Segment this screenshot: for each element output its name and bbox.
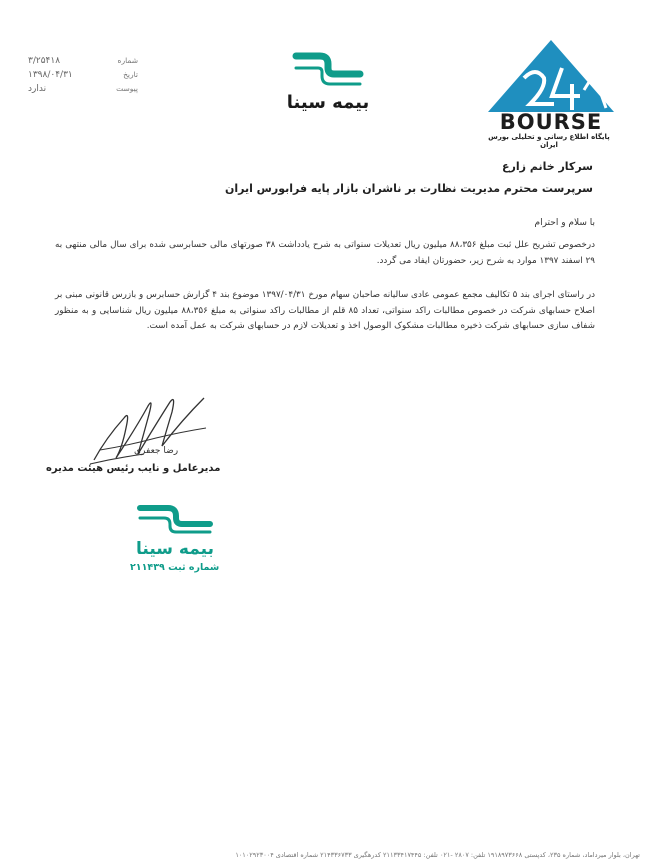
reference-date-value: ۱۳۹۸/۰۴/۳۱ [28,70,73,80]
body-paragraph-1: درخصوص تشریح علل ثبت مبلغ ۸۸،۳۵۶ میلیون ریال تعدیلات سنواتی به شرح یادداشت ۳۸ صورتهای مالی حسابرسی شده برای سال مالی منتهی به ۲۹ اسفند ۱۳۹۷ موارد به شرح زیر، حضورتان ایفاد می گردد. [55,240,595,266]
registration-number: شماره ثبت ۲۱۱۴۳۹ [130,562,220,573]
signer-name: رضا جعفری [134,446,179,456]
body-paragraph-2: در راستای اجرای بند ۵ تکالیف مجمع عمومی عادی سالیانه صاحبان سهام مورخ ۱۳۹۷/۰۴/۳۱ موضوع بند ۴ گزارش حسابرس و بازرس قانونی مبنی بر اصلاح حسابهای شرکت در خصوص مطالبات راکد سنواتی، تعداد ۸۵ قلم از مطالبات راکد سنواتی به مبلغ ۸۸،۳۵۶ میلیون ریال شناسایی و به منظور شفاف سازی حسابهای شرکت ذخیره مطالبات مشکوک الوصول اخذ و تعدیلات لازم در حسابهای شرکت به عمل آمده است. [55,290,596,331]
reference-number-value: ۳/۲۵۴۱۸ [28,56,61,66]
addressee-title: سرپرست محترم مدیریت نظارت بر ناشران بازار پایه فرابورس ایران [224,182,593,195]
bourse-triangle-icon [484,38,618,114]
bime-sina-stamp-text: بیمه سینا [136,539,214,559]
greeting: با سلام و احترام [534,218,595,228]
bourse-logo-subtitle: پایگاه اطلاع رسانی و تحلیلی بورس ایران [488,133,610,149]
reference-date-label: تاریخ [123,70,138,79]
bime-sina-logo-bottom [120,500,230,560]
handwritten-signature [86,388,216,468]
bourse-logo-word: BOURSE [499,110,603,134]
addressee-name: سرکار خانم زارع [502,160,593,173]
reference-date-row [28,68,138,82]
reference-attachment-value: ندارد [28,84,47,94]
bime-sina-emblem-icon [268,46,388,116]
reference-attachment-row [28,82,138,96]
reference-number-row [28,54,138,68]
reference-block [28,54,138,96]
footer-address: تهران، بلوار میرداماد، شماره ۲۳۵، کدپستی ۱۹۱۸۹۷۳۶۶۸ تلفن: ۲۸۰۷ -۰۲۱ تلفن: ۲۱۱۳۳۴۱۷۴۴۵ کدرهگیری ۲۱۴۳۳۶۷۳۳ شماره اقتصادی ۱۰۱۰۲۹۲۳۰۰۴ [235,851,640,859]
reference-attachment-label: پیوست [116,84,138,93]
bime-sina-stamp-icon [120,500,230,560]
bime-sina-logo-text: بیمه سینا [286,92,370,113]
signer-title: مدیرعامل و نایب رئیس هیئت مدیره [46,463,221,474]
reference-number-label: شماره [117,56,138,65]
bime-sina-logo-top [268,46,388,116]
